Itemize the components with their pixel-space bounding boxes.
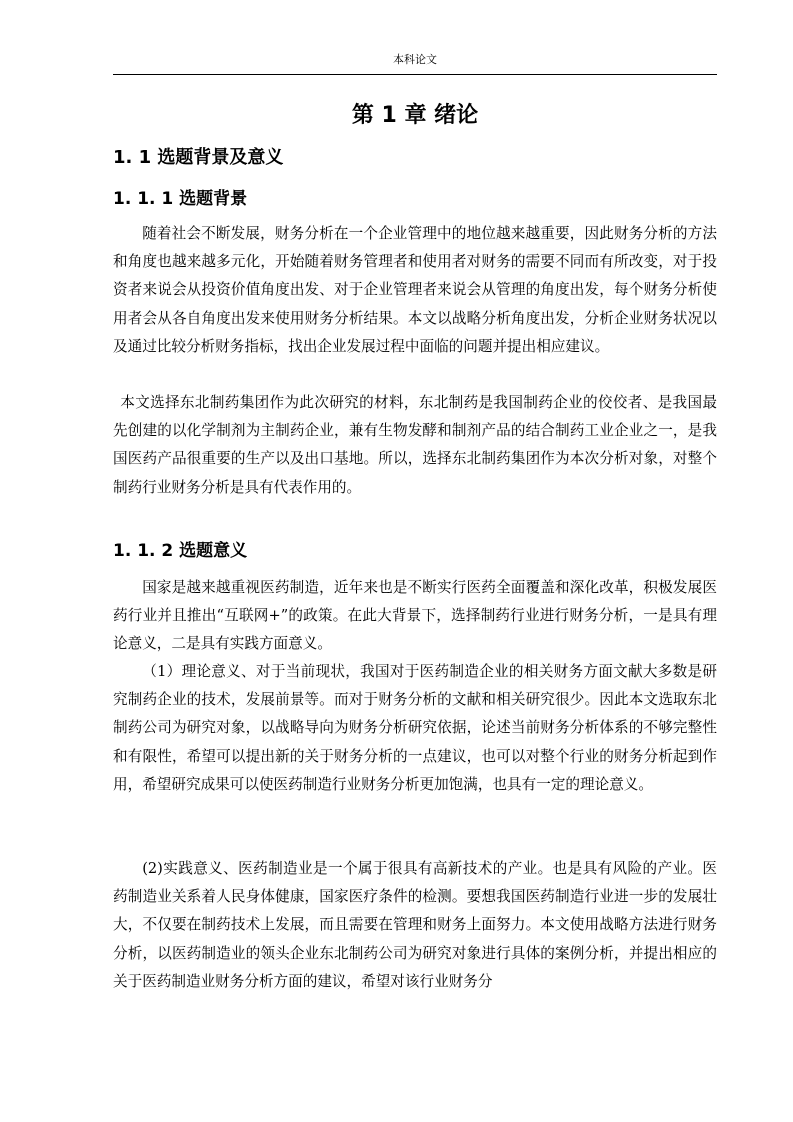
background-paragraph-1: 随着社会不断发展，财务分析在一个企业管理中的地位越来越重要，因此财务分析的方法和角度也越来越多元化，开始随着财务管理者和使用者对财务的需要不同而有所改变，对于投资者来说会从投资价值角度出发、对于企业管理者来说会从管理的角度出发，每个财务分析使用者会从各自角度出发来使用财务分析结果。本文以战略分析角度出发，分析企业财务状况以及通过比较分析财务指标，找出企业发展过程中面临的问题并提出相应建议。 xyxy=(113,225,717,355)
subsection-background-title: 1. 1. 1 选题背景 xyxy=(113,189,248,209)
significance-paragraph-2: （1）理论意义、对于当前现状，我国对于医药制造企业的相关财务方面文献大多数是研究制药企业的技术，发展前景等。而对于财务分析的文献和相关研究很少。因此本文选取东北制药公司为研究对象，以战略导向为财务分析研究依据，论述当前财务分析体系的不够完整性和有限性，希望可以提出新的关于财务分析的一点建议，也可以对整个行业的财务分析起到作用，希望研究成果可以使医药制造行业财务分析更加饱满，也具有一定的理论意义。 xyxy=(113,663,717,793)
header-title: 本科论文 xyxy=(393,53,437,66)
page-header xyxy=(113,50,717,75)
background-paragraph-2: 本文选择东北制药集团作为此次研究的材料，东北制药是我国制药企业的佼佼者、是我国最先创建的以化学制剂为主制药企业，兼有生物发酵和制剂产品的结合制药工业企业之一，是我国医药产品很重要的生产以及出口基地。所以，选择东北制药集团作为本次分析对象，对整个制药行业财务分析是具有代表作用的。 xyxy=(113,394,717,496)
significance-paragraph-1: 国家是越来越重视医药制造，近年来也是不断实行医药全面覆盖和深化改革，积极发展医药行业并且推出“互联网+”的政策。在此大背景下，选择制药行业进行财务分析，一是具有理论意义，二是具有实践方面意义。 xyxy=(113,579,717,653)
section-title: 1. 1 选题背景及意义 xyxy=(113,147,284,168)
subsection-significance-title: 1. 1. 2 选题意义 xyxy=(113,541,248,561)
significance-paragraph-3: (2)实践意义、医药制造业是一个属于很具有高新技术的产业。也是具有风险的产业。医药制造业关系着人民身体健康，国家医疗条件的检测。要想我国医药制造行业进一步的发展壮大，不仅要在制药技术上发展，而且需要在管理和财务上面努力。本文使用战略方法进行财务分析，以医药制造业的领头企业东北制药公司为研究对象进行具体的案例分析，并提出相应的关于医药制造业财务分析方面的建议，希望对该行业财务分 xyxy=(113,860,717,990)
chapter-title: 第 1 章 绪论 xyxy=(351,103,479,128)
